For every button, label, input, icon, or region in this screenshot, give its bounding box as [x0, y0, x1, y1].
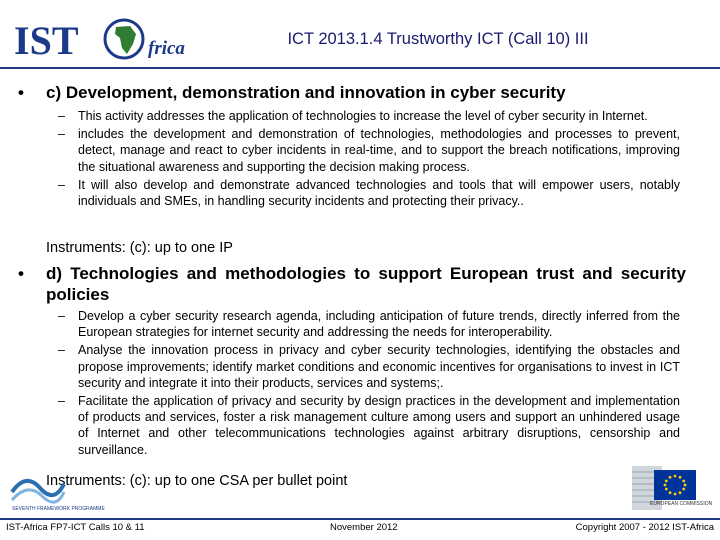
bullet-glyph: • — [18, 264, 24, 283]
dash-glyph: – — [58, 177, 65, 192]
list-item-text: Facilitate the application of privacy and security by design practices in the development and implementation of products and services, foster a risk management culture among users and support an unhindered usage of Internet and other telecommunications technologies against arbitrary disruptions, censorship and surveillance. — [78, 394, 680, 457]
list-item-text: Analyse the innovation process in privacy and cyber security technologies, identifying the obstacles and propose improvements; identify market conditions and economic incentives for organisations to invest in ICT security and integrate it into their products, services and systems;. — [78, 343, 680, 390]
eu-flag-icon — [654, 470, 696, 500]
list-item — [58, 126, 680, 175]
section-c-items — [58, 108, 680, 211]
section-d-heading: d) Technologies and methodologies to support European trust and security policies — [46, 264, 686, 304]
bullet-glyph: • — [18, 83, 24, 102]
section-c-heading: c) Development, demonstration and innovation in cyber security — [46, 83, 566, 102]
dash-glyph: – — [58, 394, 65, 409]
list-item — [58, 308, 680, 340]
dash-glyph: – — [58, 109, 65, 123]
list-item-text: includes the development and demonstration of technologies, methodologies and processes to prevent, detect, manage and react to cyber incidents in real-time, and to support the breach notifications, improving the situational awareness and supporting the decision making process. — [78, 127, 680, 174]
eu-caption: EUROPEAN COMMISSION — [650, 501, 713, 507]
list-item — [58, 393, 680, 458]
footer-center: November 2012 — [330, 522, 398, 533]
section-d-instruments: Instruments: (c): up to one CSA per bullet point — [46, 473, 348, 489]
logo-suffix-text: frica — [148, 38, 185, 59]
page-title: ICT 2013.1.4 Trustworthy ICT (Call 10) III — [287, 30, 589, 48]
footer-divider — [0, 518, 720, 520]
fp7-label: SEVENTH FRAMEWORK PROGRAMME — [12, 506, 105, 512]
list-item-text: It will also develop and demonstrate advanced technologies and tools that will empower users, notably individuals and SMEs, in handling security incidents and protecting their privacy.. — [78, 177, 680, 209]
section-c-heading-block — [18, 82, 686, 103]
section-c-instruments: Instruments: (c): up to one IP — [46, 240, 233, 256]
section-d-heading-block — [18, 263, 686, 305]
dash-glyph: – — [58, 309, 65, 323]
africa-map-icon — [115, 26, 136, 54]
section-d-items — [58, 308, 680, 460]
fp7-logo — [8, 470, 105, 512]
list-item — [58, 177, 680, 209]
footer-left: IST-Africa FP7-ICT Calls 10 & 11 — [6, 522, 145, 533]
list-item-text: This activity addresses the application of technologies to increase the level of cyber security in Internet. — [78, 109, 648, 123]
list-item — [58, 108, 680, 124]
dash-glyph: – — [58, 127, 65, 142]
list-item-text: Develop a cyber security research agenda, including anticipation of future trends, directly inferred from the European strategies for internet security and addressing the needs for interoperability. — [78, 309, 680, 340]
footer-right: Copyright 2007 - 2012 IST-Africa — [575, 522, 714, 533]
logo-ist-text: IST — [14, 18, 79, 63]
header-divider — [0, 67, 720, 69]
list-item — [58, 342, 680, 391]
dash-glyph: – — [58, 343, 65, 358]
ist-africa-logo — [12, 14, 187, 64]
